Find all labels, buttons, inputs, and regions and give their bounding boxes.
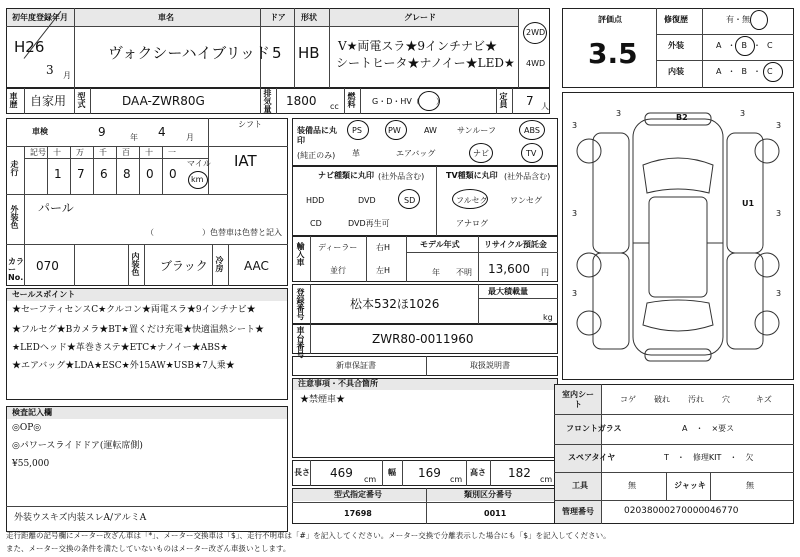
car-name-label: 車名 xyxy=(158,13,174,22)
diagram-label-5: 3 xyxy=(572,289,578,298)
right-side-rear xyxy=(727,253,763,349)
drive-4wd: 4WD xyxy=(526,59,546,68)
fuel-hv-circle xyxy=(418,91,440,111)
width-unit: cm xyxy=(450,475,463,484)
color-no-label: カラーNo. xyxy=(8,257,24,282)
mileage-unit-header: 一 xyxy=(168,148,176,157)
shape-label: 形状 xyxy=(301,13,317,22)
exterior-note: 外装ウスキズ内装スレA/アルミA xyxy=(14,513,147,523)
chassis-value: ZWR80-0011960 xyxy=(372,332,474,346)
new-car-warranty: 新車保証書 xyxy=(336,361,376,370)
footer-line-2: また、メーター交換の条件を満たしていないものはメーター改ざん車扱いとします。 xyxy=(6,544,291,553)
inspector-note-line-3: ¥55,000 xyxy=(12,459,50,469)
diagram-label-2: 3 xyxy=(776,121,782,130)
wheel-rr xyxy=(755,253,779,277)
color-no-value: 070 xyxy=(36,259,59,273)
inspection-label: 車検 xyxy=(32,127,48,136)
tv-label: TV種類に丸印 xyxy=(446,171,498,180)
sales-point-line-3: ★LEDヘッド★革巻きステ★ETC★ナノイー★ABS★ xyxy=(12,343,229,353)
mileage-unit-header: 記号 xyxy=(30,148,46,157)
equip-leather: 革 xyxy=(352,149,360,158)
model-year-value: 不明 xyxy=(456,268,472,277)
color-note: （ ）色替車は色替と記入 xyxy=(146,228,282,237)
width-label: 幅 xyxy=(388,468,396,477)
diagram-label-3: 3 xyxy=(572,209,578,218)
roof xyxy=(649,197,707,297)
grade-label: グレード xyxy=(404,13,436,22)
equip-pw: PW xyxy=(388,126,401,135)
displacement-value: 1800 xyxy=(286,94,317,108)
model-value: DAA-ZWR80G xyxy=(122,94,205,108)
registration-label: 登録番号 xyxy=(296,288,305,320)
class-value: 0011 xyxy=(484,509,507,518)
type-designation-label: 型式指定番号 xyxy=(334,490,382,499)
import-label: 輸入車 xyxy=(296,242,305,266)
windshield-label: フロントガラス xyxy=(566,424,622,433)
equip-navi: ナビ xyxy=(473,149,489,158)
capacity-label: 定員 xyxy=(499,92,508,108)
first-reg-era: H26 xyxy=(14,38,45,56)
jack-label: ジャッキ xyxy=(674,481,706,490)
sales-point-line-4: ★エアバッグ★LDA★ESC★外15AW★USB★7人乗★ xyxy=(12,361,235,371)
warranty-box xyxy=(292,356,558,376)
length-unit: cm xyxy=(364,475,377,484)
first-reg-month: 3 xyxy=(46,63,54,77)
fuel-label: 燃料 xyxy=(347,92,356,108)
color-value: パール xyxy=(38,201,74,215)
fuel-options: G・D・HV（ ） xyxy=(372,97,444,106)
model-label: 型式 xyxy=(77,92,86,108)
tv-sub: (社外品含む) xyxy=(504,172,551,181)
equipment-label: 装備品に丸印 xyxy=(297,126,337,145)
registration-value: 松本532ほ1026 xyxy=(350,297,440,311)
score-label: 評価点 xyxy=(598,15,622,24)
height-value: 182 xyxy=(508,466,531,480)
navi-sd: SD xyxy=(404,196,416,205)
exterior-grade-options: A・B・C xyxy=(716,41,779,50)
mgmt-label: 管理番号 xyxy=(562,507,594,516)
diagram-label-u1: U1 xyxy=(742,199,755,208)
repair-options: 有・無 xyxy=(726,15,750,24)
car-body-outline xyxy=(633,119,723,355)
mile-label: マイル xyxy=(187,159,211,168)
sales-point-line-2: ★フルセグ★Bカメラ★BT★置くだけ充電★快適温熱シート★ xyxy=(12,325,264,335)
tv-fullseg: フルセグ xyxy=(456,196,488,205)
tools-label: 工具 xyxy=(572,481,588,490)
import-parallel: 並行 xyxy=(330,266,346,275)
mgmt-value: 02038000270000046770 xyxy=(624,506,739,516)
diagram-label-6: 3 xyxy=(776,289,782,298)
mileage-digit: 0 xyxy=(169,167,177,181)
equip-abs: ABS xyxy=(524,126,540,135)
spare-right xyxy=(755,311,779,335)
diagram-label-8: 3 xyxy=(740,109,746,118)
diagram-label-b2: B2 xyxy=(676,113,688,122)
rear-window xyxy=(643,300,713,331)
seat-condition-item: コゲ xyxy=(620,395,636,404)
diagram-label-1: 3 xyxy=(572,121,578,130)
equip-aw: AW xyxy=(424,126,437,135)
mileage-digit: 7 xyxy=(77,167,85,181)
inspector-notes-label: 検査記入欄 xyxy=(12,408,52,417)
seat-condition-item: 穴 xyxy=(722,395,730,404)
seat-condition-item: キズ xyxy=(756,395,772,404)
diagram-label-4: 3 xyxy=(776,209,782,218)
shift-label: シフト xyxy=(238,120,262,129)
mileage-digit: 1 xyxy=(54,167,62,181)
seat-condition-item: 破れ xyxy=(654,395,670,404)
color-label: 外装色 xyxy=(10,205,19,229)
car-diagram xyxy=(563,93,793,379)
width-value: 169 xyxy=(418,466,441,480)
car-name: ヴォクシーハイブリッド xyxy=(108,44,271,62)
height-label: 高さ xyxy=(470,468,486,477)
score-value: 3.5 xyxy=(588,37,638,70)
equip-sunroof: サンルーフ xyxy=(457,126,496,135)
mileage-digit: 8 xyxy=(123,167,131,181)
usage-value: 自家用 xyxy=(30,94,67,108)
max-load-unit: kg xyxy=(543,313,553,322)
doors-value: 5 xyxy=(272,44,282,62)
inspection-month-unit: 月 xyxy=(186,133,194,142)
sales-point-line-1: ★セーフティセンスC★クルコン★両電スラ★9インチナビ★ xyxy=(12,305,256,315)
spare-left xyxy=(577,311,601,335)
manual: 取扱説明書 xyxy=(470,361,510,370)
sales-points-label: セールスポイント xyxy=(12,290,76,299)
cautions-label: 注意事項・不具合箇所 xyxy=(298,379,378,388)
import-left: 左H xyxy=(376,266,391,275)
usage-label: 車歴 xyxy=(9,92,18,108)
mileage-digit: 0 xyxy=(146,167,154,181)
length-label: 長さ xyxy=(294,468,310,477)
chassis-label: 車台番号 xyxy=(296,326,305,358)
navi-dvd: DVD xyxy=(358,196,376,205)
mileage-unit-header: 十 xyxy=(53,148,61,157)
drive-2wd: 2WD xyxy=(526,28,546,37)
spare-options: T ・ 修理KIT ・ 欠 xyxy=(664,453,754,462)
equipment-sublabel: (純正のみ) xyxy=(297,151,336,160)
interior-seat-label: 室内シート xyxy=(562,390,594,410)
recycle-value: 13,600 xyxy=(488,262,530,276)
tv-oneseg: ワンセグ xyxy=(510,196,542,205)
first-reg-label: 初年度登録年月 xyxy=(12,13,68,22)
inspection-year: 9 xyxy=(98,125,106,139)
doors-label: ドア xyxy=(270,13,286,22)
mileage-unit-header: 百 xyxy=(122,148,130,157)
equip-tv: TV xyxy=(526,149,537,158)
navi-sub: (社外品含む) xyxy=(378,172,425,181)
tv-analog: アナログ xyxy=(456,219,488,228)
shift-value: IAT xyxy=(234,152,257,170)
capacity-unit: 人 xyxy=(541,102,549,111)
inspection-month: 4 xyxy=(158,125,166,139)
navi-label: ナビ種類に丸印 xyxy=(318,171,374,180)
exterior-grade-label: 外装 xyxy=(668,41,684,50)
ac-label: 冷房 xyxy=(215,256,224,272)
class-label: 類別区分番号 xyxy=(464,490,512,499)
usage-row-box xyxy=(6,88,550,114)
wheel-fr xyxy=(755,139,779,163)
recycle-label: リサイクル預託金 xyxy=(484,240,547,249)
navi-hdd: HDD xyxy=(306,196,325,205)
jack-value: 無 xyxy=(746,481,754,490)
interior-grade-options: A・B・C xyxy=(716,67,779,76)
first-reg-month-unit: 月 xyxy=(63,71,71,80)
model-year-label: モデル年式 xyxy=(420,240,460,249)
mileage-unit-header: 万 xyxy=(76,148,84,157)
repair-label: 修復歴 xyxy=(664,15,688,24)
mileage-unit-header: 千 xyxy=(99,148,107,157)
inspector-note-line-2: ◎パワースライドドア(運転席側) xyxy=(12,441,143,451)
length-value: 469 xyxy=(330,466,353,480)
equip-ps: PS xyxy=(352,126,362,135)
recycle-unit: 円 xyxy=(541,268,549,277)
interior-color-label: 内装色 xyxy=(131,252,140,276)
mileage-digit: 6 xyxy=(100,167,108,181)
height-unit: cm xyxy=(540,475,553,484)
model-year-unit: 年 xyxy=(432,268,440,277)
navi-cd: CD xyxy=(310,219,322,228)
cautions-value: ★禁煙車★ xyxy=(300,395,346,405)
left-side-front xyxy=(593,133,629,253)
windshield-options: A ・ ×要ス xyxy=(682,424,735,433)
seat-condition-item: 汚れ xyxy=(688,395,704,404)
vehicle-header-band xyxy=(7,9,518,26)
cautions-box xyxy=(292,378,558,458)
shape-value: HB xyxy=(298,44,320,62)
max-load-label: 最大積載量 xyxy=(488,287,528,296)
right-side-front xyxy=(727,133,763,253)
inspector-note-line-1: ◎OP◎ xyxy=(12,423,42,433)
equip-airbag: エアバッグ xyxy=(396,149,436,158)
displacement-label: 排気量 xyxy=(263,89,272,113)
grade-line1: V★両電スラ★9インチナビ★ xyxy=(338,39,498,53)
grade-line2: シートヒータ★ナノイー★LED★ xyxy=(336,56,515,70)
tools-value: 無 xyxy=(628,481,636,490)
navi-dvd-play: DVD再生可 xyxy=(348,219,390,228)
type-designation-value: 17698 xyxy=(344,509,372,518)
diagram-label-7: 3 xyxy=(616,109,622,118)
footer-line-1: 走行距離の記号欄にメーター改ざん車は「*」、メーター交換車は「$」、走行不明車は「#」を記入してください。メーター交換で分離表示した場合にも「$」を記入してください。 xyxy=(6,531,611,540)
mileage-label: 走行 xyxy=(10,160,19,176)
mileage-unit-header: 十 xyxy=(145,148,153,157)
spare-label: スペアタイヤ xyxy=(568,453,616,462)
import-dealer: ディーラー xyxy=(318,243,358,252)
interior-color-value: ブラック xyxy=(160,259,208,273)
inspection-year-unit: 年 xyxy=(130,133,138,142)
ac-value: AAC xyxy=(244,259,269,273)
wheel-fl xyxy=(577,139,601,163)
import-right: 右H xyxy=(376,243,391,252)
windshield xyxy=(643,158,713,193)
km-label: km xyxy=(191,175,204,184)
interior-grade-label: 内装 xyxy=(668,67,684,76)
capacity-value: 7 xyxy=(526,94,534,108)
left-side-rear xyxy=(593,253,629,349)
displacement-unit: cc xyxy=(330,102,339,111)
wheel-rl xyxy=(577,253,601,277)
